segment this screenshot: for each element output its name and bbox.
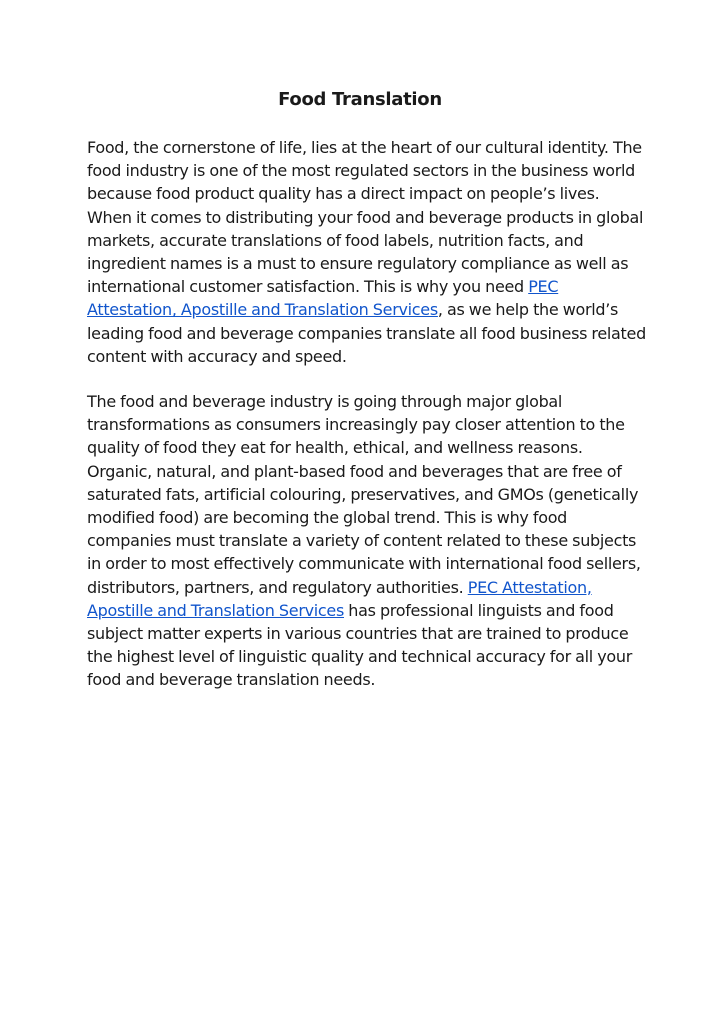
document-title: Food Translation bbox=[278, 89, 442, 110]
paragraph-industry-text-after: has professional linguists and food subject matter experts in various countries that are trained to produce the highest level of linguistic quality and technical accuracy for all your food and beverage translation needs. bbox=[87, 600, 633, 690]
paragraph-intro-text: Food, the cornerstone of life, lies at the heart of our cultural identity. The food industry is one of the most regulated sectors in the business world because food product quality has a direct impact on people’s lives. When it comes to distributing your food and beverage products in global markets, accurate translations of food labels, nutrition facts, and ingredient names is a must to ensure regulatory compliance as well as international customer satisfaction. This is why you need bbox=[87, 138, 644, 297]
paragraph-industry bbox=[87, 390, 647, 692]
paragraph-industry-text: The food and beverage industry is going through major global transformations as consumers increasingly pay closer attention to the quality of food they eat for health, ethical, and wellness reasons. Organic, natural, and plant-based food and beverages that are free of saturated fats, artificial colouring, preservatives, and GMOs (genetically modified food) are becoming the global trend. This is why food companies must translate a variety of content related to these subjects in order to most effectively communicate with international food sellers, distributors, partners, and regulatory authorities. bbox=[87, 392, 641, 597]
paragraph-intro bbox=[87, 136, 647, 368]
pec-services-link-2[interactable]: PEC Attestation, Apostille and Translation Services bbox=[87, 577, 592, 620]
pec-services-link[interactable]: PEC Attestation, Apostille and Translation Services bbox=[87, 277, 559, 320]
paragraph-intro-text-after: , as we help the world’s leading food and beverage companies translate all food business related content with accuracy and speed. bbox=[87, 300, 646, 366]
